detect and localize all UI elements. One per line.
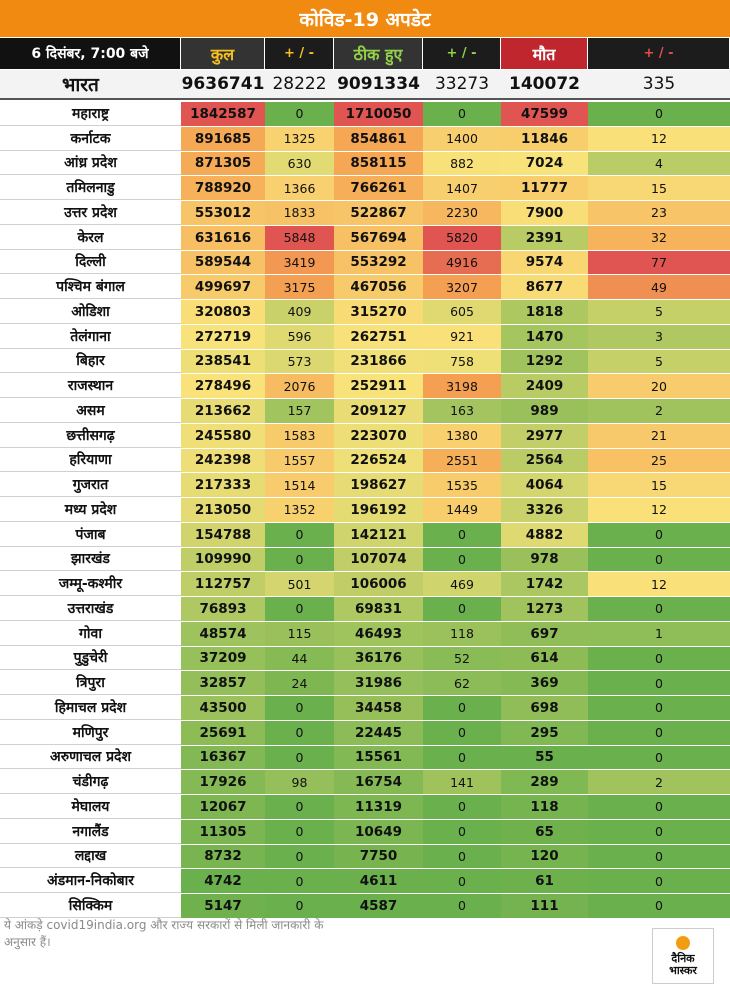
deaths-cell: 4064 <box>501 473 588 497</box>
recovered-cell: 107074 <box>334 548 423 572</box>
total-change-cell: 3175 <box>265 275 334 299</box>
total-change-cell: 1366 <box>265 176 334 200</box>
total-change-cell: 0 <box>265 523 334 547</box>
deaths-change-cell: 0 <box>588 820 730 844</box>
recovered-change-cell: 1535 <box>423 473 501 497</box>
state-name: तमिलनाडु <box>0 176 181 200</box>
recovered-cell: 226524 <box>334 449 423 473</box>
table-row <box>0 671 730 696</box>
table-row <box>0 176 730 201</box>
state-name: पश्चिम बंगाल <box>0 275 181 299</box>
dainik-bhaskar-logo <box>652 928 714 984</box>
deaths-change-cell: 49 <box>588 275 730 299</box>
recovered-change-cell: 163 <box>423 399 501 423</box>
total-cell: 25691 <box>181 721 265 745</box>
total-change-cell: 0 <box>265 696 334 720</box>
states-table <box>0 102 730 919</box>
state-name: नगालैंड <box>0 820 181 844</box>
state-name: आंध्र प्रदेश <box>0 152 181 176</box>
recovered-cell: 231866 <box>334 350 423 374</box>
total-change-cell: 573 <box>265 350 334 374</box>
total-cell: 1842587 <box>181 102 265 126</box>
deaths-cell: 289 <box>501 770 588 794</box>
state-name: उत्तराखंड <box>0 597 181 621</box>
recovered-change-cell: 758 <box>423 350 501 374</box>
total-cell: 871305 <box>181 152 265 176</box>
recovered-change-cell: 62 <box>423 671 501 695</box>
deaths-cell: 1818 <box>501 300 588 324</box>
state-name: मणिपुर <box>0 721 181 745</box>
deaths-cell: 1470 <box>501 325 588 349</box>
recovered-cell: 262751 <box>334 325 423 349</box>
deaths-change-cell: 0 <box>588 894 730 918</box>
recovered-cell: 4587 <box>334 894 423 918</box>
total-change-cell: 0 <box>265 102 334 126</box>
recovered-cell: 22445 <box>334 721 423 745</box>
state-name: केरल <box>0 226 181 250</box>
deaths-change-cell: 0 <box>588 671 730 695</box>
deaths-change-cell: 0 <box>588 721 730 745</box>
deaths-cell: 2564 <box>501 449 588 473</box>
table-row <box>0 746 730 771</box>
deaths-change-cell: 21 <box>588 424 730 448</box>
recovered-change-cell: 141 <box>423 770 501 794</box>
table-row <box>0 449 730 474</box>
recovered-change-cell: 4916 <box>423 251 501 275</box>
total-cell: 213050 <box>181 498 265 522</box>
total-cell: 112757 <box>181 572 265 596</box>
recovered-cell: 196192 <box>334 498 423 522</box>
recovered-change-cell: 0 <box>423 597 501 621</box>
state-name: लद्दाख <box>0 845 181 869</box>
recovered-change-header: + / - <box>423 38 501 69</box>
recovered-change-cell: 0 <box>423 869 501 893</box>
deaths-change-cell: 0 <box>588 869 730 893</box>
total-change-cell: 0 <box>265 845 334 869</box>
total-change-cell: 98 <box>265 770 334 794</box>
total-cell: 278496 <box>181 374 265 398</box>
national-deaths-change: 335 <box>642 74 676 94</box>
total-cell: 213662 <box>181 399 265 423</box>
state-name: छत्तीसगढ़ <box>0 424 181 448</box>
total-change-cell: 0 <box>265 548 334 572</box>
state-name: पुडुचेरी <box>0 647 181 671</box>
table-row <box>0 102 730 127</box>
table-row <box>0 473 730 498</box>
total-cell: 238541 <box>181 350 265 374</box>
total-change-cell: 1833 <box>265 201 334 225</box>
deaths-change-cell: 0 <box>588 845 730 869</box>
deaths-cell: 47599 <box>501 102 588 126</box>
total-change-cell: 0 <box>265 894 334 918</box>
deaths-cell: 989 <box>501 399 588 423</box>
total-change-cell: 1557 <box>265 449 334 473</box>
recovered-cell: 46493 <box>334 622 423 646</box>
state-name: तेलंगाना <box>0 325 181 349</box>
total-cell: 499697 <box>181 275 265 299</box>
total-cell: 631616 <box>181 226 265 250</box>
total-cell: 553012 <box>181 201 265 225</box>
state-name: अरुणाचल प्रदेश <box>0 746 181 770</box>
deaths-cell: 9574 <box>501 251 588 275</box>
national-recovered: 9091334 <box>337 74 420 94</box>
total-change-cell: 2076 <box>265 374 334 398</box>
recovered-cell: 522867 <box>334 201 423 225</box>
state-name: हिमाचल प्रदेश <box>0 696 181 720</box>
deaths-change-cell: 0 <box>588 696 730 720</box>
total-change-cell: 0 <box>265 746 334 770</box>
total-change-cell: 0 <box>265 869 334 893</box>
total-change-cell: 5848 <box>265 226 334 250</box>
table-row <box>0 869 730 894</box>
national-total: 9636741 <box>181 74 265 94</box>
total-cell: 76893 <box>181 597 265 621</box>
total-cell: 320803 <box>181 300 265 324</box>
deaths-change-cell: 3 <box>588 325 730 349</box>
recovered-header: ठीक हुए <box>334 38 423 69</box>
recovered-cell: 854861 <box>334 127 423 151</box>
table-row <box>0 275 730 300</box>
recovered-cell: 7750 <box>334 845 423 869</box>
deaths-cell: 7024 <box>501 152 588 176</box>
table-row <box>0 820 730 845</box>
total-change-cell: 0 <box>265 820 334 844</box>
total-cell: 245580 <box>181 424 265 448</box>
date-header: 6 दिसंबर, 7:00 बजे <box>0 38 181 69</box>
state-name: मध्य प्रदेश <box>0 498 181 522</box>
deaths-cell: 3326 <box>501 498 588 522</box>
deaths-change-cell: 23 <box>588 201 730 225</box>
recovered-change-cell: 0 <box>423 746 501 770</box>
total-change-cell: 1325 <box>265 127 334 151</box>
recovered-cell: 467056 <box>334 275 423 299</box>
total-change-cell: 409 <box>265 300 334 324</box>
recovered-cell: 315270 <box>334 300 423 324</box>
total-cell: 8732 <box>181 845 265 869</box>
total-change-cell: 3419 <box>265 251 334 275</box>
state-name: गोवा <box>0 622 181 646</box>
recovered-cell: 1710050 <box>334 102 423 126</box>
deaths-cell: 61 <box>501 869 588 893</box>
deaths-cell: 295 <box>501 721 588 745</box>
recovered-change-cell: 1400 <box>423 127 501 151</box>
deaths-cell: 8677 <box>501 275 588 299</box>
state-name: गुजरात <box>0 473 181 497</box>
deaths-cell: 111 <box>501 894 588 918</box>
total-cell: 32857 <box>181 671 265 695</box>
deaths-change-cell: 0 <box>588 746 730 770</box>
recovered-cell: 31986 <box>334 671 423 695</box>
total-change-cell: 1514 <box>265 473 334 497</box>
recovered-change-cell: 1407 <box>423 176 501 200</box>
deaths-change-cell: 1 <box>588 622 730 646</box>
recovered-cell: 106006 <box>334 572 423 596</box>
recovered-change-cell: 0 <box>423 696 501 720</box>
deaths-change-cell: 4 <box>588 152 730 176</box>
total-header: कुल <box>181 38 265 69</box>
deaths-change-cell: 0 <box>588 102 730 126</box>
state-name: अंडमान-निकोबार <box>0 869 181 893</box>
table-row <box>0 721 730 746</box>
table-row <box>0 251 730 276</box>
total-cell: 4742 <box>181 869 265 893</box>
total-cell: 12067 <box>181 795 265 819</box>
deaths-header: मौत <box>501 38 588 69</box>
recovered-change-cell: 0 <box>423 548 501 572</box>
recovered-change-cell: 0 <box>423 820 501 844</box>
table-row <box>0 399 730 424</box>
recovered-change-cell: 605 <box>423 300 501 324</box>
table-row <box>0 548 730 573</box>
recovered-cell: 69831 <box>334 597 423 621</box>
state-name: कर्नाटक <box>0 127 181 151</box>
recovered-cell: 4611 <box>334 869 423 893</box>
total-change-cell: 501 <box>265 572 334 596</box>
state-name: हरियाणा <box>0 449 181 473</box>
total-cell: 16367 <box>181 746 265 770</box>
recovered-change-cell: 2230 <box>423 201 501 225</box>
deaths-cell: 614 <box>501 647 588 671</box>
table-row <box>0 152 730 177</box>
recovered-cell: 16754 <box>334 770 423 794</box>
deaths-cell: 11777 <box>501 176 588 200</box>
deaths-change-cell: 12 <box>588 127 730 151</box>
deaths-change-cell: 0 <box>588 597 730 621</box>
table-row <box>0 647 730 672</box>
table-row <box>0 127 730 152</box>
deaths-change-cell: 0 <box>588 523 730 547</box>
table-row <box>0 300 730 325</box>
deaths-change-cell: 2 <box>588 770 730 794</box>
table-row <box>0 498 730 523</box>
state-name: दिल्ली <box>0 251 181 275</box>
table-row <box>0 795 730 820</box>
total-change-cell: 0 <box>265 795 334 819</box>
total-change-cell: 0 <box>265 721 334 745</box>
state-name: झारखंड <box>0 548 181 572</box>
state-name: बिहार <box>0 350 181 374</box>
deaths-cell: 118 <box>501 795 588 819</box>
total-change-cell: 44 <box>265 647 334 671</box>
table-row <box>0 325 730 350</box>
column-header-row <box>0 38 730 69</box>
national-name: भारत <box>62 74 99 96</box>
state-name: मेघालय <box>0 795 181 819</box>
deaths-change-cell: 20 <box>588 374 730 398</box>
deaths-change-header: + / - <box>588 38 730 69</box>
total-cell: 217333 <box>181 473 265 497</box>
deaths-cell: 1273 <box>501 597 588 621</box>
total-cell: 37209 <box>181 647 265 671</box>
table-row <box>0 845 730 870</box>
recovered-change-cell: 0 <box>423 894 501 918</box>
recovered-cell: 553292 <box>334 251 423 275</box>
recovered-change-cell: 1449 <box>423 498 501 522</box>
recovered-cell: 11319 <box>334 795 423 819</box>
deaths-cell: 120 <box>501 845 588 869</box>
total-cell: 154788 <box>181 523 265 547</box>
deaths-change-cell: 5 <box>588 300 730 324</box>
recovered-change-cell: 2551 <box>423 449 501 473</box>
deaths-cell: 65 <box>501 820 588 844</box>
deaths-cell: 2391 <box>501 226 588 250</box>
table-row <box>0 572 730 597</box>
deaths-change-cell: 32 <box>588 226 730 250</box>
state-name: महाराष्ट्र <box>0 102 181 126</box>
table-row <box>0 523 730 548</box>
table-row <box>0 894 730 919</box>
logo-line2: भास्कर <box>669 963 697 977</box>
national-deaths: 140072 <box>509 74 580 94</box>
recovered-change-cell: 1380 <box>423 424 501 448</box>
total-cell: 43500 <box>181 696 265 720</box>
total-change-cell: 596 <box>265 325 334 349</box>
deaths-change-cell: 15 <box>588 176 730 200</box>
recovered-change-cell: 118 <box>423 622 501 646</box>
deaths-cell: 2409 <box>501 374 588 398</box>
deaths-cell: 2977 <box>501 424 588 448</box>
national-total-change: 28222 <box>272 74 327 94</box>
table-row <box>0 424 730 449</box>
recovered-cell: 34458 <box>334 696 423 720</box>
recovered-change-cell: 52 <box>423 647 501 671</box>
table-row <box>0 622 730 647</box>
deaths-change-cell: 12 <box>588 498 730 522</box>
logo-sun-icon <box>676 936 690 950</box>
recovered-change-cell: 3207 <box>423 275 501 299</box>
total-cell: 589544 <box>181 251 265 275</box>
recovered-change-cell: 5820 <box>423 226 501 250</box>
state-name: जम्मू-कश्मीर <box>0 572 181 596</box>
state-name: पंजाब <box>0 523 181 547</box>
recovered-cell: 766261 <box>334 176 423 200</box>
table-row <box>0 770 730 795</box>
state-name: त्रिपुरा <box>0 671 181 695</box>
table-row <box>0 696 730 721</box>
deaths-change-cell: 15 <box>588 473 730 497</box>
recovered-cell: 567694 <box>334 226 423 250</box>
deaths-cell: 1742 <box>501 572 588 596</box>
deaths-change-cell: 2 <box>588 399 730 423</box>
deaths-change-cell: 0 <box>588 548 730 572</box>
deaths-change-cell: 0 <box>588 647 730 671</box>
total-change-cell: 1352 <box>265 498 334 522</box>
total-change-cell: 630 <box>265 152 334 176</box>
total-cell: 109990 <box>181 548 265 572</box>
deaths-cell: 697 <box>501 622 588 646</box>
deaths-cell: 7900 <box>501 201 588 225</box>
state-name: राजस्थान <box>0 374 181 398</box>
deaths-change-cell: 12 <box>588 572 730 596</box>
total-cell: 11305 <box>181 820 265 844</box>
recovered-change-cell: 0 <box>423 721 501 745</box>
total-cell: 48574 <box>181 622 265 646</box>
source-note: ये आंकड़े covid19india.org और राज्य सरकारों से मिली जानकारी के अनुसार हैं। <box>4 918 324 949</box>
deaths-cell: 698 <box>501 696 588 720</box>
recovered-cell: 15561 <box>334 746 423 770</box>
total-cell: 891685 <box>181 127 265 151</box>
total-change-header: + / - <box>265 38 334 69</box>
logo-line1: दैनिक <box>671 951 695 965</box>
page-title: कोविड-19 अपडेट <box>0 0 730 37</box>
recovered-cell: 223070 <box>334 424 423 448</box>
national-row <box>0 70 730 100</box>
recovered-change-cell: 0 <box>423 845 501 869</box>
table-row <box>0 226 730 251</box>
deaths-cell: 369 <box>501 671 588 695</box>
deaths-change-cell: 5 <box>588 350 730 374</box>
recovered-cell: 858115 <box>334 152 423 176</box>
total-cell: 242398 <box>181 449 265 473</box>
recovered-change-cell: 0 <box>423 523 501 547</box>
table-row <box>0 201 730 226</box>
state-name: सिक्किम <box>0 894 181 918</box>
total-change-cell: 115 <box>265 622 334 646</box>
recovered-cell: 252911 <box>334 374 423 398</box>
state-name: असम <box>0 399 181 423</box>
deaths-cell: 978 <box>501 548 588 572</box>
recovered-change-cell: 882 <box>423 152 501 176</box>
recovered-cell: 198627 <box>334 473 423 497</box>
total-change-cell: 24 <box>265 671 334 695</box>
state-name: उत्तर प्रदेश <box>0 201 181 225</box>
state-name: चंडीगढ़ <box>0 770 181 794</box>
total-cell: 5147 <box>181 894 265 918</box>
national-recovered-change: 33273 <box>434 74 490 94</box>
recovered-cell: 36176 <box>334 647 423 671</box>
total-change-cell: 1583 <box>265 424 334 448</box>
total-cell: 272719 <box>181 325 265 349</box>
recovered-change-cell: 0 <box>423 795 501 819</box>
total-cell: 788920 <box>181 176 265 200</box>
table-row <box>0 350 730 375</box>
recovered-change-cell: 0 <box>423 102 501 126</box>
deaths-cell: 4882 <box>501 523 588 547</box>
deaths-change-cell: 0 <box>588 795 730 819</box>
deaths-cell: 55 <box>501 746 588 770</box>
state-name: ओडिशा <box>0 300 181 324</box>
recovered-change-cell: 3198 <box>423 374 501 398</box>
total-change-cell: 157 <box>265 399 334 423</box>
deaths-change-cell: 77 <box>588 251 730 275</box>
recovered-cell: 209127 <box>334 399 423 423</box>
deaths-cell: 1292 <box>501 350 588 374</box>
total-change-cell: 0 <box>265 597 334 621</box>
deaths-cell: 11846 <box>501 127 588 151</box>
recovered-cell: 10649 <box>334 820 423 844</box>
deaths-change-cell: 25 <box>588 449 730 473</box>
recovered-cell: 142121 <box>334 523 423 547</box>
recovered-change-cell: 469 <box>423 572 501 596</box>
recovered-change-cell: 921 <box>423 325 501 349</box>
table-row <box>0 374 730 399</box>
total-cell: 17926 <box>181 770 265 794</box>
table-row <box>0 597 730 622</box>
